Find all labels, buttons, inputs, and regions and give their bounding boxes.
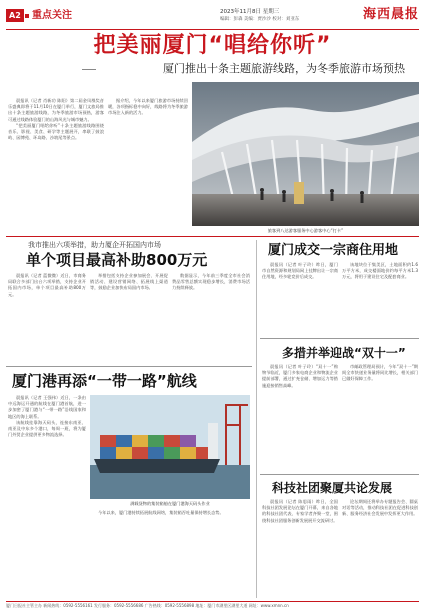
lead-body-col1 (8, 98, 104, 230)
article4-body-col2 (342, 364, 418, 434)
section-title: 重点关注 (32, 10, 72, 21)
article-divider (260, 474, 419, 475)
article1-kicker: 我市推出六项举措，助力厦企开拓国内市场 (28, 241, 161, 249)
article-divider (6, 366, 252, 367)
article2-paragraph: 该航线挂靠海天码头，连接东南亚、南亚及中东多个港口，每周一班，将为厦门外贸企业提供更多物流选择。 (8, 419, 86, 438)
lead-paragraph: 晨报讯（记者 肖新功 陈阳）第二届金凤凰奖音乐盛典即将于11月10日在厦门举行，厦门文旅局推出十条主题旅游线路，为冬季旅游市场预热，游客可通过线路体验厦门的山海风光与城市魅力。 (8, 98, 104, 122)
article3-body-col1 (262, 262, 338, 334)
article3-body-col2 (342, 262, 418, 334)
article5-body-col1 (262, 499, 338, 597)
article2-photo (90, 395, 250, 499)
page-number-tag: A2 (6, 9, 24, 22)
section-marker (25, 14, 29, 18)
article2-headline: 厦门港再添“一带一路”航线 (12, 372, 197, 390)
article-divider (260, 338, 419, 339)
masthead-rule (6, 29, 419, 30)
article3-paragraph: 晨报讯（记者 叶子玲）昨日，厦门市自然资源和规划局网上挂牌出让一宗商住用地，经多轮竞价后成交。 (262, 262, 338, 280)
article4-headline: 多措并举迎战“双十一” (282, 346, 406, 360)
article4-paragraph: 市邮政管理局预计，今年“双十一”期间全市快递业务量将同比增长，相关部门已做好保障工作。 (342, 364, 418, 382)
article1-paragraph: 举措包括支持企业参加展会、开展促销活动、建设营销网络、拓展线上渠道等，鼓励企业加快布局国内市场。 (90, 273, 168, 291)
article1-body-col3 (172, 273, 250, 335)
article2-paragraph: 今年以来，厦门港持续拓展航线网络，集装箱吞吐量保持增长态势。 (98, 510, 224, 515)
article5-paragraph: 晨报讯（记者 陈思雨）昨日，全国科技社团发展论坛在厦门开幕，来自各地的科技社团代表、专家学者齐聚一堂，围绕科技社团服务创新发展展开交流研讨。 (262, 499, 338, 523)
lead-body-col2 (108, 98, 188, 230)
newspaper-logo: 海西晨报 (362, 7, 419, 22)
article2-photo-caption: 满载货物的集装箱船在厦门港海天码头作业 (130, 501, 210, 506)
page-footer: 厦门日报社主管主办 新闻热线：0592-5556161 发行服务：0592-5556686 广告热线：0592-5556898 地址：厦门市湖里区湖里大道 网址：www.xmnn.cn (6, 601, 419, 609)
article1-body-col1 (8, 273, 86, 335)
lead-paragraph: “把美丽厦门唱给你听”十条主题旅游线路围绕音乐、影视、美食、研学等主题展开，串联了鼓浪屿、园博苑、环岛路、沙坡尾等景点。 (8, 122, 104, 141)
article4-paragraph: 晨报讯（记者 叶子玲）“双十一”购物节临近，厦门多家电商企业和物流企业提前部署，通过扩充仓储、增加运力等措施迎接销售高峰。 (262, 364, 338, 388)
lead-photo-caption: 旅客到八达游客服务中心游客中心“打卡” (267, 228, 344, 233)
lead-subhead: 厦门推出十条主题旅游线路，为冬季旅游市场预热 (163, 62, 405, 75)
article5-headline: 科技社团聚厦共论发展 (272, 481, 393, 495)
article2-paragraph: 晨报讯（记者 王强伟）近日，一条由中远海运开通的航线在厦门港首航，进一步加密了厦门港与“一带一路”沿线国家和地区的海上联系。 (8, 395, 86, 419)
article2-body-col2 (90, 510, 250, 595)
section-divider (6, 236, 419, 237)
lead-headline: 把美丽厦门“唱给你听” (93, 33, 332, 58)
article4-body-col1 (262, 364, 338, 434)
article1-headline: 单个项目最高补助800万元 (26, 251, 208, 269)
editor-credits: 编辑：彭森 美编：贾沙沙 校对：刘亚东 (220, 17, 300, 22)
lead-paragraph: 据介绍，今年以来厦门旅游市场持续回暖，各项指标稳中向好，线路将为冬季旅游市场注入新的活力。 (108, 98, 188, 116)
article3-headline: 厦门成交一宗商住用地 (268, 243, 399, 258)
masthead (6, 6, 419, 28)
article1-paragraph: 晨报讯（记者 蓝微微）近日，市商务局联合多部门出台六项举措，支持企业开拓国内市场，单个项目最高补助800万元。 (8, 273, 86, 297)
article5-body-col2 (342, 499, 418, 597)
article1-paragraph: 数据显示，今年前三季度全市社会消费品零售总额实现稳步增长，消费市场活力持续释放。 (172, 273, 250, 291)
lead-photo (192, 82, 419, 226)
article3-paragraph: 该地块位于集美区，土地面积约1.6万平方米，成交楼面地价约每平方米1.3万元，将用于建设住宅及配套商业。 (342, 262, 418, 280)
article5-paragraph: 论坛期间还将举办专题报告会、圆桌对话等活动，推动科技社团在促进科技创新、服务经济社会发展中发挥更大作用。 (342, 499, 418, 517)
column-divider (256, 240, 257, 598)
article1-body-col2 (90, 273, 168, 335)
article2-body-col1 (8, 395, 86, 595)
issue-date: 2023年11月8日 星期三 (220, 9, 280, 15)
